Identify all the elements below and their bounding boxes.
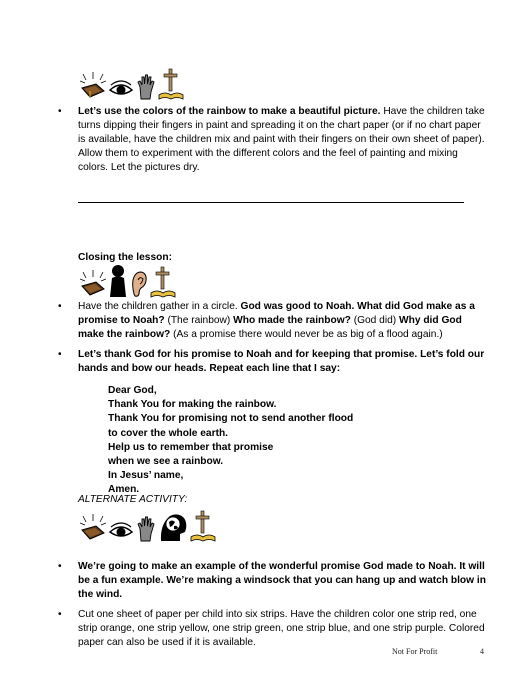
bullet-windsock-intro bbox=[58, 560, 490, 602]
eye-icon bbox=[108, 78, 134, 100]
cross-bible-icon bbox=[190, 510, 216, 542]
bullet-rainbow-picture bbox=[58, 105, 490, 175]
footer-note: Not For Profit bbox=[392, 647, 438, 656]
bullet-text: We’re going to make an example of the wonderful promise God made to Noah. It will be a fun example. We’re making a windsock that you can hang up and watch blow in the wind. bbox=[78, 561, 486, 600]
closing-heading: Closing the lesson: bbox=[78, 252, 172, 263]
prayer-line: Amen. bbox=[108, 484, 140, 496]
bullet-text: Let’s thank God for his promise to Noah and for keeping that promise. Let’s fold our hands and bow our heads. Repeat each line that I say: bbox=[78, 349, 485, 374]
ear-icon bbox=[130, 270, 148, 298]
prayer-line: In Jesus’ name, bbox=[108, 470, 184, 482]
bible-icon bbox=[80, 514, 106, 542]
prayer-line: Thank You for making the rainbow. bbox=[108, 399, 277, 411]
prayer-line: Dear God, bbox=[108, 385, 157, 396]
bullet-cut-strips bbox=[58, 608, 490, 650]
bible-icon bbox=[80, 270, 106, 298]
bullet-mark: • bbox=[58, 561, 62, 572]
prayer-line: to cover the whole earth. bbox=[108, 427, 229, 439]
prayer-line: Help us to remember that promise bbox=[108, 441, 274, 453]
hand-icon bbox=[136, 516, 156, 542]
bullet-text: Have the children gather in a circle. God was good to Noah. What did God make as a promise to Noah? (The rainbow) Who made the rainbow? (God did) Why did God make the rainbow? (As a promise there would never be as big of a flood again.) bbox=[78, 301, 475, 340]
bullet-gather-circle bbox=[58, 300, 490, 342]
prayer-line: Thank You for promising not to send another flood bbox=[108, 413, 354, 425]
page-number: 4 bbox=[480, 647, 484, 656]
eye-icon bbox=[108, 520, 134, 542]
bullet-thank-god bbox=[58, 348, 490, 376]
activity-icons-row-3 bbox=[80, 510, 216, 542]
globe-head-icon bbox=[158, 510, 188, 542]
cross-bible-icon bbox=[150, 266, 176, 298]
alternate-activity-heading: ALTERNATE ACTIVITY: bbox=[78, 494, 188, 505]
bible-icon bbox=[80, 72, 106, 100]
bullet-mark: • bbox=[58, 301, 62, 312]
activity-icons-row-1 bbox=[80, 68, 184, 100]
prayer-line: when we see a rainbow. bbox=[108, 456, 224, 468]
hand-icon bbox=[136, 74, 156, 100]
prayer-text bbox=[108, 384, 353, 498]
cross-bible-icon bbox=[158, 68, 184, 100]
bullet-text: Let’s use the colors of the rainbow to make a beautiful picture. Have the children take turns dipping their fingers in paint and spreading it on the chart paper (or if no chart paper is available, have the children mix and paint with their fingers on their own sheet of paper). Allow them to experiment with the different colors and the feel of painting and mixing colors. Let the pictures dry. bbox=[78, 106, 485, 173]
praying-child-icon bbox=[108, 264, 128, 298]
section-divider bbox=[78, 202, 464, 203]
bullet-mark: • bbox=[58, 106, 62, 117]
bullet-mark: • bbox=[58, 349, 62, 360]
activity-icons-row-2 bbox=[80, 264, 176, 298]
bullet-text: Cut one sheet of paper per child into six strips. Have the children color one strip red, one strip orange, one strip yellow, one strip green, one strip blue, and one strip purple. Colored paper can also be used if it is available. bbox=[78, 609, 485, 648]
bullet-mark: • bbox=[58, 609, 62, 620]
